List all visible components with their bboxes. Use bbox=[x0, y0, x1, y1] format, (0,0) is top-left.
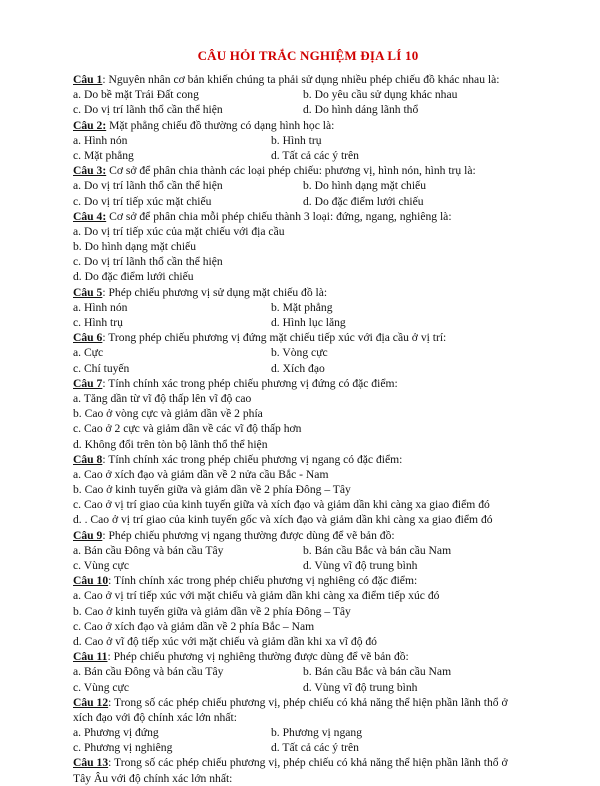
question-7 bbox=[73, 376, 543, 391]
option-row bbox=[73, 148, 543, 163]
option: d. Xích đạo bbox=[271, 361, 325, 375]
option: a. Do vị trí tiếp xúc của mặt chiếu với địa cầu bbox=[73, 224, 285, 238]
question-label: Câu 4: bbox=[73, 209, 107, 223]
option: d. Tất cả các ý trên bbox=[271, 741, 359, 755]
question-text: : Tính chính xác trong phép chiếu phương vị ngang có đặc điểm: bbox=[102, 452, 403, 466]
question-text-cont bbox=[73, 710, 543, 725]
option: a. Tăng dần từ vĩ độ thấp lên vĩ độ cao bbox=[73, 391, 252, 405]
question-2 bbox=[73, 118, 543, 133]
option-row bbox=[73, 300, 543, 315]
question-label: Câu 6 bbox=[73, 331, 103, 345]
option-row bbox=[73, 680, 543, 695]
option-row bbox=[73, 725, 543, 740]
option: b. Cao ở kinh tuyến giữa và giảm dần về 2 phía Đông – Tây bbox=[73, 483, 351, 497]
document-title: CÂU HỎI TRẮC NGHIỆM ĐỊA LÍ 10 bbox=[197, 48, 419, 63]
option-row bbox=[73, 512, 543, 527]
option: c. Chí tuyến bbox=[73, 361, 130, 375]
question-1 bbox=[73, 72, 543, 87]
question-11 bbox=[73, 649, 543, 664]
question-list bbox=[73, 72, 543, 786]
option: a. Bán cầu Đông và bán cầu Tây bbox=[73, 543, 224, 557]
option: b. Cao ở kinh tuyến giữa và giảm dần về 2 phía Đông – Tây bbox=[73, 604, 351, 618]
question-text: : Trong phép chiếu phương vị đứng mặt chiếu tiếp xúc với địa cầu ở vị trí: bbox=[102, 331, 447, 345]
question-8 bbox=[73, 452, 543, 467]
option: b. Vòng cực bbox=[271, 346, 328, 360]
option: d. Tất cả các ý trên bbox=[271, 148, 359, 162]
question-text: : Tính chính xác trong phép chiếu phương vị đứng có đặc điểm: bbox=[102, 376, 398, 390]
question-label: Câu 11 bbox=[73, 650, 108, 664]
question-label: Câu 10 bbox=[73, 574, 109, 588]
option: b. Hình trụ bbox=[271, 133, 322, 147]
question-12 bbox=[73, 695, 543, 710]
option: d. Hình lục lăng bbox=[271, 316, 346, 329]
question-label: Câu 12 bbox=[73, 695, 109, 709]
option-row bbox=[73, 102, 543, 117]
option: a. Cực bbox=[73, 346, 104, 360]
question-label: Câu 2: bbox=[73, 118, 107, 132]
question-5 bbox=[73, 285, 543, 300]
option: a. Hình nón bbox=[73, 300, 128, 314]
question-text: Mặt phẳng chiếu đồ thường có dạng hình học là: bbox=[106, 118, 335, 132]
option-row bbox=[73, 634, 543, 649]
question-4 bbox=[73, 209, 543, 224]
question-text: : Phép chiếu phương vị nghiêng thường được dùng để vẽ bản đồ: bbox=[107, 650, 409, 664]
option: a. Do vị trí lãnh thổ cần thể hiện bbox=[73, 179, 223, 193]
option: c. Mặt phẳng bbox=[73, 148, 134, 162]
option: d. Không đổi trên tòn bộ lãnh thổ thể hiện bbox=[73, 437, 268, 451]
option: c. Phương vị nghiêng bbox=[73, 741, 173, 755]
option: b. Do hình dạng mặt chiếu bbox=[303, 179, 426, 193]
option-row bbox=[73, 406, 543, 421]
option-row bbox=[73, 269, 543, 284]
option: d. Do hình dáng lãnh thổ bbox=[303, 103, 419, 117]
option: a. Phương vị đứng bbox=[73, 726, 159, 740]
question-label: Câu 5 bbox=[73, 285, 103, 299]
option: c. Vùng cực bbox=[73, 680, 129, 694]
option: c. Do vị trí tiếp xúc mặt chiếu bbox=[73, 194, 212, 208]
option-row bbox=[73, 239, 543, 254]
option-row bbox=[73, 361, 543, 376]
option-row bbox=[73, 437, 543, 452]
option: c. Do vị trí lãnh thổ cần thể hiện bbox=[73, 255, 223, 269]
option-row bbox=[73, 391, 543, 406]
option: c. Cao ở xích đạo và giảm dần về 2 phía Bắc – Nam bbox=[73, 619, 315, 633]
question-text: : Phép chiếu phương vị sử dụng mặt chiếu đồ là: bbox=[102, 285, 328, 299]
option: b. Phương vị ngang bbox=[271, 726, 362, 740]
option: b. Do yêu cầu sử dụng khác nhau bbox=[303, 88, 458, 102]
question-label: Câu 8 bbox=[73, 452, 103, 466]
option-row bbox=[73, 421, 543, 436]
question-9 bbox=[73, 528, 543, 543]
option: d. Do đặc điểm lưới chiếu bbox=[303, 194, 424, 208]
option-row bbox=[73, 194, 543, 209]
option: d. Cao ở vĩ độ tiếp xúc với mặt chiếu và giảm dần khi xa vĩ độ đó bbox=[73, 634, 377, 648]
option: c. Hình trụ bbox=[73, 316, 123, 329]
question-text: Cơ sở để phân chia thành các loại phép chiếu: phương vị, hình nón, hình trụ là: bbox=[106, 164, 476, 178]
option: d. Vùng vĩ độ trung bình bbox=[303, 680, 418, 694]
option-row bbox=[73, 345, 543, 360]
question-10 bbox=[73, 573, 543, 588]
option-row bbox=[73, 604, 543, 619]
question-3 bbox=[73, 163, 543, 178]
option: a. Do bề mặt Trái Đất cong bbox=[73, 88, 199, 102]
option: b. Bán cầu Bắc và bán cầu Nam bbox=[303, 543, 452, 557]
option: a. Hình nón bbox=[73, 133, 128, 147]
option: b. Mặt phẳng bbox=[271, 300, 333, 314]
question-text: : Trong số các phép chiếu phương vị, phép chiếu có khả năng thể hiện phần lãnh thổ ở bbox=[108, 695, 508, 709]
question-text-cont bbox=[73, 771, 543, 786]
question-text: Tây Âu với độ chính xác lớn nhất: bbox=[73, 771, 233, 785]
question-text: : Tính chính xác trong phép chiếu phương vị nghiêng có đặc điểm: bbox=[108, 574, 418, 588]
question-text: xích đạo với độ chính xác lớn nhất: bbox=[73, 710, 237, 724]
option: d. . Cao ở vị trí giao của kinh tuyến gốc và xích đạo và giảm dần khi càng xa giao điểm đó bbox=[73, 513, 493, 527]
option: a. Cao ở vị trí tiếp xúc với mặt chiếu và giảm dần khi càng xa điểm tiếp xúc đó bbox=[73, 589, 440, 603]
option: b. Do hình dạng mặt chiếu bbox=[73, 240, 196, 254]
option: b. Bán cầu Bắc và bán cầu Nam bbox=[303, 665, 452, 679]
question-label: Câu 9 bbox=[73, 528, 103, 542]
question-text: Cơ sở để phân chia mỗi phép chiếu thành 3 loại: đứng, ngang, nghiêng là: bbox=[106, 209, 452, 223]
option-row bbox=[73, 740, 543, 755]
question-13 bbox=[73, 755, 543, 770]
question-label: Câu 1 bbox=[73, 73, 103, 86]
option: c. Do vị trí lãnh thổ cần thể hiện bbox=[73, 103, 223, 117]
option: d. Do đặc điểm lưới chiếu bbox=[73, 270, 194, 284]
question-label: Câu 7 bbox=[73, 376, 103, 390]
option-row bbox=[73, 664, 543, 679]
question-label: Câu 3: bbox=[73, 164, 107, 178]
option-row bbox=[73, 178, 543, 193]
question-label: Câu 13 bbox=[73, 756, 109, 770]
option-row bbox=[73, 133, 543, 148]
option-row bbox=[73, 497, 543, 512]
option-row bbox=[73, 87, 543, 102]
option-row bbox=[73, 619, 543, 634]
question-text: : Trong số các phép chiếu phương vị, phép chiếu có khả năng thể hiện phần lãnh thổ ở bbox=[108, 756, 508, 770]
option-row bbox=[73, 558, 543, 573]
option-row bbox=[73, 482, 543, 497]
option-row bbox=[73, 315, 543, 330]
option-row bbox=[73, 543, 543, 558]
option-row bbox=[73, 467, 543, 482]
option: a. Cao ở xích đạo và giảm dần về 2 nửa cầu Bắc - Nam bbox=[73, 467, 329, 481]
question-text: : Phép chiếu phương vị ngang thường được dùng để vẽ bản đồ: bbox=[102, 528, 395, 542]
option: d. Vùng vĩ độ trung bình bbox=[303, 559, 418, 572]
question-6 bbox=[73, 330, 543, 345]
option-row bbox=[73, 254, 543, 269]
question-text: : Nguyên nhân cơ bản khiến chúng ta phải sử dụng nhiều phép chiếu đồ khác nhau là: bbox=[102, 73, 500, 86]
option: c. Cao ở vị trí giao của kinh tuyến giữa và xích đạo và giảm dần khi càng xa giao điểm đó bbox=[73, 498, 490, 512]
option: b. Cao ở vòng cực và giảm dần về 2 phía bbox=[73, 407, 263, 421]
option: c. Vùng cực bbox=[73, 559, 129, 572]
option-row bbox=[73, 224, 543, 239]
option-row bbox=[73, 588, 543, 603]
option: c. Cao ở 2 cực và giảm dần về các vĩ độ thấp hơn bbox=[73, 422, 302, 436]
option: a. Bán cầu Đông và bán cầu Tây bbox=[73, 665, 224, 679]
